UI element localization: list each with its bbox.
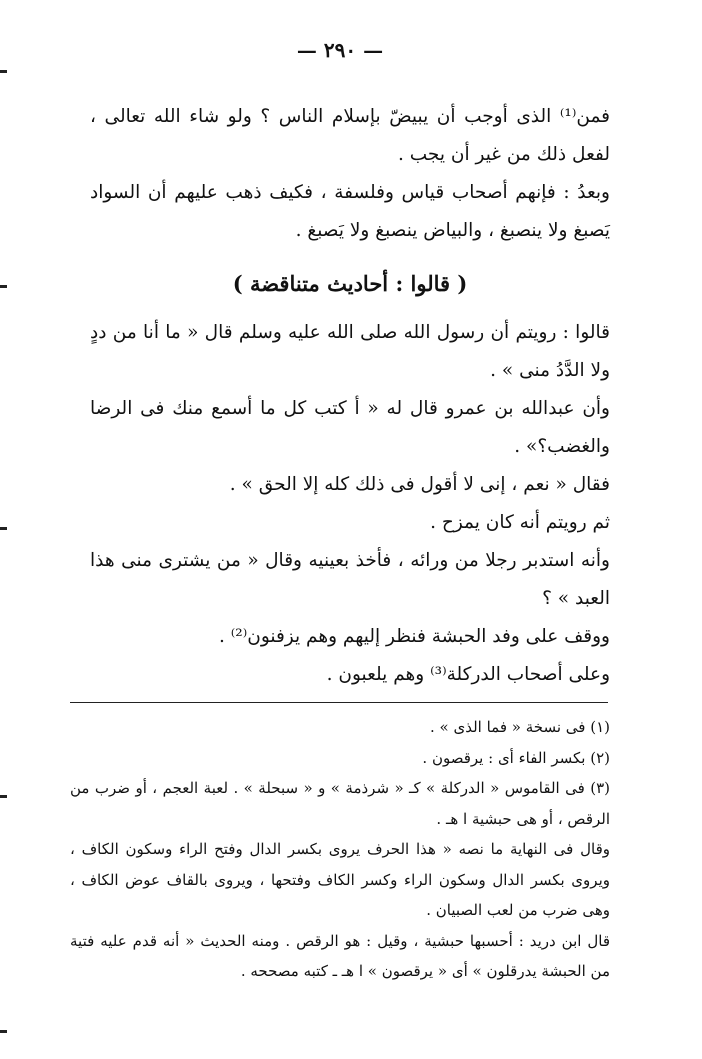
scan-edge-mark (0, 795, 7, 798)
paragraph: قالوا : رويتم أن رسول الله صلى الله عليه وسلم قال « ما أنا من ددٍ ولا الدَّدُ منى » . (90, 322, 610, 381)
paragraph: وأن عبدالله بن عمرو قال له « أ كتب كل ما أسمع منك فى الرضا والغضب؟» . (90, 398, 610, 457)
paragraph: ثم رويتم أنه كان يمزح . (430, 512, 610, 533)
main-text (90, 98, 610, 694)
paragraph: فقال « نعم ، إنى لا أقول فى ذلك كله إلا الحق » . (229, 474, 610, 495)
paragraph: ووقف على وفد الحبشة فنظر إليهم وهم يزفنون⁽²⁾ . (218, 626, 610, 647)
footnotes (70, 712, 610, 987)
page-number: — ٢٩٠ — (296, 38, 384, 62)
scan-edge-mark (0, 527, 7, 530)
footnote: (٣) فى القاموس « الدركلة » كـ « شرذمة » و « سبحلة » . لعبة العجم ، أو ضرب من الرقص ، أو هى حبشية ا هـ . (70, 779, 610, 828)
section-heading: ( قالوا : أحاديث متناقضة ) (232, 271, 468, 296)
book-page (70, 0, 610, 1059)
paragraph: وأنه استدبر رجلا من ورائه ، فأخذ بعينيه وقال « من يشترى منى هذا العبد » ؟ (90, 550, 610, 609)
paragraph: وبعدُ : فإنهم أصحاب قياس وفلسفة ، فكيف ذهب عليهم أن السواد يَصبغ ولا ينصبغ ، والبياض ينصبغ ولا يَصبغ . (90, 182, 610, 241)
footnote: وقال فى النهاية ما نصه « هذا الحرف يروى بكسر الدال وفتح الراء وسكون الكاف ، ويروى بكسر الدال وسكون الراء وكسر الكاف وفتحها ، ويروى بالقاف عوض الكاف ، وهى ضرب من لعب الصبيان . (70, 840, 610, 919)
scan-edge-mark (0, 70, 7, 73)
footnote: (١) فى نسخة « فما الذى » . (430, 718, 610, 736)
footnote-separator (70, 702, 608, 703)
footnote: (٢) بكسر الفاء أى : يرقصون . (422, 748, 610, 767)
footnote: قال ابن دريد : أحسبها حبشية ، وقيل : هو الرقص . ومنه الحديث « أنه قدم عليه فتية من الحبشة يدرقلون » أى « يرقصون » ا هـ ـ كتبه مصححه . (70, 931, 610, 980)
paragraph: وعلى أصحاب الدركلة⁽³⁾ وهم يلعبون . (326, 664, 610, 685)
scan-edge-mark (0, 285, 7, 288)
scan-edge-mark (0, 1030, 7, 1033)
paragraph: فمن⁽¹⁾ الذى أوجب أن يبيضّ بإسلام الناس ؟ ولو شاء الله تعالى ، لفعل ذلك من غير أن يجب . (90, 106, 610, 165)
